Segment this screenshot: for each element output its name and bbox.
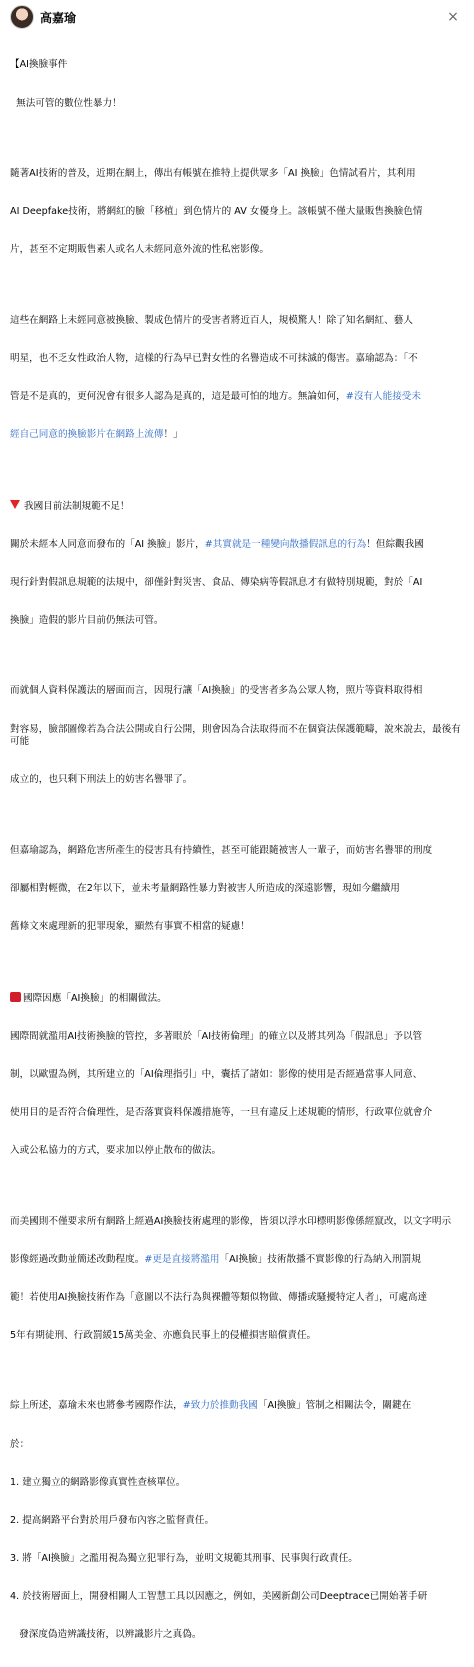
text-line: 5年有期徒刑、行政罰緩15萬美金、亦應負民事上的侵權損害賠償責任。 [10,1329,317,1341]
text-line: 而美國則不僅要求所有網路上經過AI換臉技術處理的影像，皆須以浮水印標明影像係經竄改，以文字明示 [10,1215,452,1227]
text-line: 但嘉瑜認為，網路危害所產生的侵害具有持續性，甚至可能跟隨被害人一輩子，而妨害名譽罪的刑度 [10,844,433,856]
text-segment: ！」 [163,429,183,441]
section-law-gap [10,474,464,653]
list-item: 3. 將「AI換臉」之濫用視為獨立犯罪行為，並明文規範其刑事、民事與行政責任。 [10,1552,358,1564]
text-line: 入或公私協力的方式，要求加以停止散布的做法。 [10,1145,222,1157]
text-segment: 「AI換臉」管制之相關法令，關鍵在 [257,1400,412,1412]
text-line [10,1400,464,1413]
section-privacy-law [10,660,464,812]
hashtag-link[interactable]: #致力於推動我國 [182,1400,258,1412]
text-line: 隨著AI技術的普及，近期在網上，傳出有帳號在推特上提供眾多「AI 換臉」色情試看片，其利用 [10,168,416,180]
text-line: 成立的，也只剩下刑法上的妨害名譽罪了。 [10,774,193,786]
section-title-text: 我國目前法制規範不足！ [24,500,130,512]
section-title [10,992,464,1006]
section-international [10,966,464,1183]
warning-triangle-icon [10,500,20,509]
section-title-text: AI換臉 [70,992,100,1004]
section-title-text: 國際因應「 [23,992,71,1004]
text-line: 範！若使用AI換臉技術作為「意圖以不法行為與裸體等類似物做、傳播或騷擾特定人者」，可處高達 [10,1291,428,1303]
list-item: 發深度偽造辨識技術，以辨識影片之真偽。 [10,1629,202,1641]
text-line: 而就個人資料保護法的層面而言，因現行讓「AI換臉」的受害者多為公眾人物，照片等資料取得相 [10,685,423,697]
list-item: 4. 於技術層面上，開發相關人工智慧工具以因應之，例如，美國新創公司Deeptrace已開始著手研 [10,1590,428,1602]
text-line: 片，甚至不定期販售素人或名人未經同意外流的性私密影像。 [10,244,270,256]
text-segment: 綜上所述，嘉瑜未來也將參考國際作法， [10,1400,183,1412]
section-title [10,500,464,514]
close-icon[interactable]: × [447,9,459,25]
flag-icon [10,992,21,1002]
text-segment: 管是不是真的，更何況會有很多人認為是真的，這是最可怕的地方。無論如何， [10,390,346,402]
section-usa [10,1190,464,1368]
text-line: 使用目的是否符合倫理性，是否落實資料保護措施等，一旦有違反上述規範的情形，行政單位就會介 [10,1106,433,1118]
text-line: 對容易，臉部圖像若為合法公開或自行公開，則會因為合法取得而不在個資法保護範疇，說來說去，最後有可能 [10,723,461,748]
author-avatar[interactable] [10,5,34,29]
text-line: AI Deepfake技術，將網紅的臉「移植」到色情片的 AV 女優身上。該帳號不僅大量販售換臉色情 [10,206,423,218]
headline-line-1: 【AI換臉事件 [10,59,68,71]
author-name[interactable]: 高嘉瑜 [40,10,77,25]
section-conclusion [10,1375,464,1667]
section-defamation [10,819,464,959]
text-line [10,539,464,552]
text-line: 卻屬相對輕微，在2年以下，並未考量網路性暴力對被害人所造成的深遠影響，現如今繼續用 [10,883,400,894]
text-line: 制，以歐盟為例，其所建立的「AI倫理指引」中，囊括了諸如：影像的使用是否經過當事人同意、 [10,1068,423,1080]
text-segment: 「AI換臉」技術散播不實影像的行為納入刑罰規 [219,1253,421,1265]
text-line [10,1254,464,1267]
text-line: 於： [10,1438,30,1450]
text-line: 國際間就濫用AI技術換臉的管控，多著眼於「AI技術倫理」的確立以及將其列為「假訊息」予以管 [10,1030,423,1042]
hashtag-link[interactable]: 經自己同意的換臉影片在網路上流傳 [10,429,164,441]
post-header [10,0,464,34]
hashtag-link[interactable]: #其實就是一種變向散播假訊息的行為 [204,538,367,550]
post-body [10,34,464,1667]
list-item: 2. 提高網路平台對於用戶發布內容之監督責任。 [10,1514,215,1526]
section-headline [10,34,464,136]
section-intro [10,143,464,283]
hashtag-link[interactable]: #更是直接將濫用 [144,1253,220,1265]
text-line [10,429,464,442]
list-item: 1. 建立獨立的網路影像真實性查核單位。 [10,1476,186,1488]
section-title-text: 」的相關做法。 [99,992,167,1004]
section-victims [10,289,464,467]
headline-line-2: 無法可管的數位性暴力！ [10,97,122,109]
text-line: 舊條文來處理新的犯罪現象，顯然有事實不相當的疑慮！ [10,921,250,933]
hashtag-link[interactable]: #沒有人能接受未 [345,390,421,402]
text-line [10,391,464,404]
text-line: 現行針對假訊息規範的法規中，卻僅針對災害、食品、傳染病等假訊息才有做特別規範，對於「AI [10,576,423,588]
text-segment: ！但綜觀我國 [366,538,424,550]
text-line: 換臉」造假的影片目前仍無法可管。 [10,614,164,626]
text-line: 明星，也不乏女性政治人物，這樣的行為早已對女性的名譽造成不可抹滅的傷害。嘉瑜認為：「不 [10,352,418,364]
text-segment: 影像經過改動並簡述改動程度。 [10,1253,145,1265]
text-segment: 關於未經本人同意而發布的「AI 換臉」影片， [10,538,205,550]
text-line: 這些在網路上未經同意被換臉、製成色情片的受害者將近百人，規模驚人！除了知名網紅、藝人 [10,314,413,326]
